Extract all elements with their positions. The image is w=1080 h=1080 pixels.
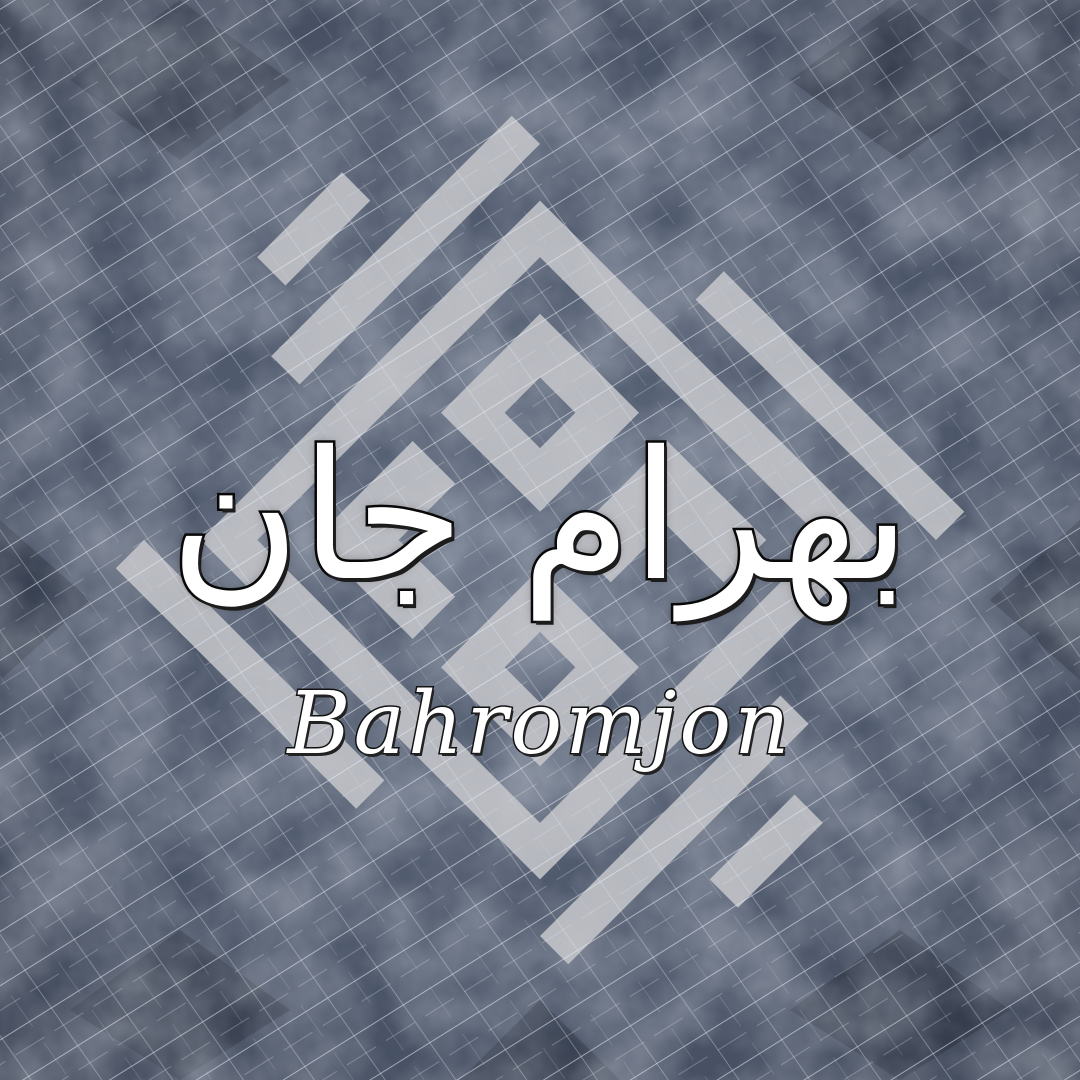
latin-name-text: Bahromjon <box>287 674 793 774</box>
arabic-name-text: بهرام جان <box>169 413 911 620</box>
